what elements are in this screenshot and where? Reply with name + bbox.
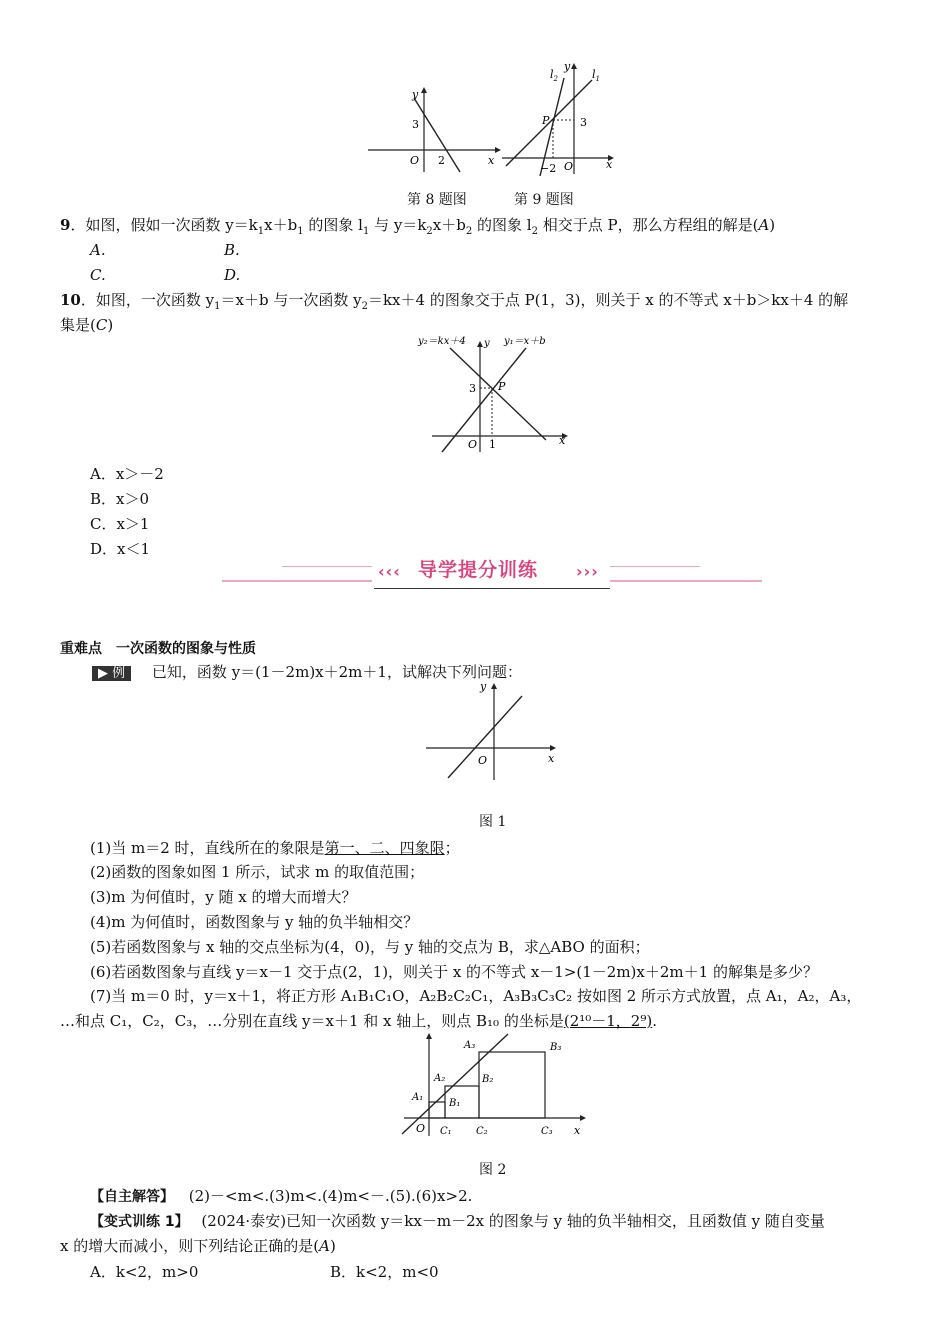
q9-text: 的图象 l bbox=[303, 216, 363, 234]
q9-option-d: D. bbox=[224, 266, 241, 284]
item-7-line1: (7)当 m＝0 时，y＝x＋1，将正方形 A₁B₁C₁O，A₂B₂C₂C₁，A₃B₃C₃C₂ 按如图 2 所示方式放置，点 A₁，A₂，A₃， bbox=[90, 987, 862, 1005]
fig2-c3: C₃ bbox=[541, 1126, 553, 1137]
item-text: ； bbox=[444, 839, 460, 857]
fig8-y-arrow bbox=[421, 87, 427, 93]
fig9-y-label: y bbox=[564, 60, 571, 73]
fig8-x-label: x bbox=[488, 154, 495, 167]
question-item bbox=[90, 912, 418, 932]
q9-text: ) bbox=[769, 216, 776, 234]
fig10-origin: O bbox=[468, 438, 478, 451]
banner-line-left bbox=[222, 580, 372, 582]
question-item bbox=[90, 887, 356, 907]
fig8-caption: 第 8 题图 bbox=[407, 192, 467, 208]
banner-line-right bbox=[610, 580, 762, 582]
figure-2 bbox=[396, 1030, 592, 1142]
banner-right-chevrons: ››› bbox=[576, 562, 599, 581]
fig1-x-label: x bbox=[548, 752, 555, 765]
q9-number: 9 bbox=[60, 216, 71, 234]
example-tag: ▶ 例 bbox=[92, 666, 131, 681]
variant-text: ) bbox=[329, 1237, 336, 1255]
q9-option-c: C. bbox=[90, 266, 106, 284]
q10-answer: C bbox=[95, 316, 108, 334]
fig1-y-arrow bbox=[491, 683, 497, 689]
fig2-b2: B₂ bbox=[482, 1074, 494, 1085]
fig2-x-label: x bbox=[574, 1124, 581, 1137]
q9-sub: 1 bbox=[297, 226, 304, 237]
variant-answer: A bbox=[319, 1237, 330, 1255]
banner-underline bbox=[374, 588, 610, 589]
q9-sub: 2 bbox=[426, 226, 433, 237]
example-text: 已知，函数 y＝(1－2m)x＋2m＋1，试解决下列问题： bbox=[151, 663, 522, 681]
q9-text: x＋b bbox=[432, 216, 466, 234]
fig2-a2: A₂ bbox=[434, 1073, 446, 1084]
fig2-b1: B₁ bbox=[449, 1098, 461, 1109]
q9-text: 的图象 l bbox=[472, 216, 532, 234]
q9-text: ．如图，假如一次函数 y＝k bbox=[70, 216, 258, 234]
fig9-l1-label: $l_1$ bbox=[592, 68, 600, 83]
fig2-square-1 bbox=[429, 1102, 445, 1118]
fig9-tick-3: 3 bbox=[580, 116, 587, 129]
fig9-y-arrow bbox=[571, 63, 577, 69]
question-item bbox=[90, 962, 818, 982]
fig10-line-y2 bbox=[450, 348, 546, 440]
item-text: (5)若函数图象与 x 轴的交点坐标为(4，0)，与 y 轴的交点为 B，求△ABO 的面积； bbox=[90, 938, 650, 956]
question-item bbox=[90, 838, 460, 858]
q9-sub: 1 bbox=[257, 226, 265, 237]
figure-1 bbox=[420, 676, 564, 784]
q10-sub: 2 bbox=[361, 301, 368, 312]
q10-number: 10 bbox=[60, 291, 81, 309]
fig10-label-y2: y₂＝kx＋4 bbox=[418, 336, 466, 347]
question-item bbox=[90, 862, 424, 882]
q10-option-b: B．x＞0 bbox=[90, 490, 150, 508]
item-text: (2)函数的图象如图 1 所示，试求 m 的取值范围； bbox=[90, 863, 425, 881]
fig10-tick-1: 1 bbox=[489, 438, 496, 451]
question-9 bbox=[60, 215, 775, 235]
fig9-origin: O bbox=[564, 160, 574, 173]
fig2-b3: B₃ bbox=[550, 1042, 562, 1053]
fig10-y-arrow bbox=[477, 341, 483, 347]
variant-option-a: A．k<2，m>0 bbox=[90, 1263, 199, 1281]
q9-text: 相交于点 P，那么方程组的解是( bbox=[537, 216, 759, 234]
fig2-square-3 bbox=[479, 1052, 545, 1118]
fig1-x-arrow bbox=[550, 745, 556, 751]
fig10-tick-3: 3 bbox=[469, 382, 476, 395]
item-text: (1)当 m＝2 时，直线所在的象限是 bbox=[90, 839, 325, 857]
q10-text: ＝kx＋4 的图象交于点 P(1，3)，则关于 x 的不等式 x＋b＞kx＋4 的解 bbox=[367, 291, 849, 309]
fig10-point-p: P bbox=[498, 380, 506, 393]
variant-label: 【变式训练 1】 bbox=[90, 1214, 189, 1230]
item7-text: . bbox=[652, 1012, 657, 1030]
q10-text: ．如图，一次函数 y bbox=[80, 291, 215, 309]
q9-sub: 2 bbox=[465, 226, 473, 237]
q9-answer: A bbox=[758, 216, 770, 234]
fig2-y-arrow bbox=[426, 1033, 432, 1039]
fig2-caption: 图 2 bbox=[479, 1162, 507, 1178]
fig2-a3: A₃ bbox=[464, 1040, 476, 1051]
figure-10 bbox=[414, 332, 574, 454]
q9-text: 与 y＝k bbox=[369, 216, 427, 234]
item-7-line2 bbox=[60, 1011, 657, 1031]
q10-text: 集是( bbox=[60, 316, 96, 334]
fig8-line bbox=[414, 98, 460, 172]
banner-left-chevrons: ‹‹‹ bbox=[378, 562, 401, 581]
fig1-y-label: y bbox=[480, 680, 487, 693]
fig2-x-arrow bbox=[580, 1115, 586, 1121]
banner-title: 导学提分训练 bbox=[418, 559, 539, 581]
fig8-origin: O bbox=[410, 154, 420, 167]
fig9-caption: 第 9 题图 bbox=[514, 192, 574, 208]
item-text: (6)若函数图象与直线 y＝x－1 交于点(2，1)，则关于 x 的不等式 x－1>(1－2m)x＋2m＋1 的解集是多少？ bbox=[90, 963, 818, 981]
fig2-c2: C₂ bbox=[476, 1126, 488, 1137]
q9-sub: 1 bbox=[362, 226, 370, 237]
figure-9 bbox=[498, 58, 620, 178]
fig1-origin: O bbox=[478, 754, 488, 767]
fig9-x-label: x bbox=[606, 158, 613, 171]
variant-line1 bbox=[90, 1211, 825, 1232]
variant-option-b: B．k<2，m<0 bbox=[330, 1263, 439, 1281]
item7-text: …和点 C₁，C₂，C₃，…分别在直线 y＝x＋1 和 x 轴上，则点 B₁₀ 的坐标是 bbox=[60, 1012, 564, 1030]
q10-option-a: A．x＞－2 bbox=[90, 465, 164, 483]
self-answer-label: 【自主解答】 bbox=[90, 1189, 174, 1205]
fig10-x-label: x bbox=[559, 434, 566, 447]
variant-text: x 的增大而减小，则下列结论正确的是( bbox=[60, 1237, 320, 1255]
question-item bbox=[90, 937, 650, 957]
self-answer-text: (2)－<m<.(3)m<.(4)m<－.(5).(6)x>2. bbox=[188, 1187, 473, 1205]
variant-text: (2024·泰安)已知一次函数 y＝kx－m－2x 的图象与 y 轴的负半轴相交，且函数值 y 随自变量 bbox=[201, 1212, 825, 1230]
fig8-y-label: y bbox=[412, 88, 419, 101]
item-text: (4)m 为何值时，函数图象与 y 轴的负半轴相交？ bbox=[90, 913, 419, 931]
q9-option-a: A. bbox=[90, 241, 106, 259]
self-answer bbox=[90, 1186, 472, 1207]
fig10-y-label: y bbox=[484, 338, 490, 349]
fig9-l2-label: $l_2$ bbox=[550, 68, 558, 83]
fig2-a1: A₁ bbox=[412, 1092, 424, 1103]
q10-sub: 1 bbox=[214, 301, 221, 312]
fig8-tick-2: 2 bbox=[438, 154, 445, 167]
fig2-origin: O bbox=[416, 1122, 426, 1135]
q9-option-b: B. bbox=[224, 241, 240, 259]
q10-text: ＝x＋b 与一次函数 y bbox=[220, 291, 362, 309]
variant-line2 bbox=[60, 1236, 336, 1256]
item7-answer: (2¹⁰－1，2⁹) bbox=[563, 1012, 653, 1030]
question-10 bbox=[60, 290, 848, 310]
fig9-tick-neg2: −2 bbox=[540, 162, 557, 175]
q10-text: ) bbox=[107, 316, 114, 334]
section-title: 重难点 一次函数的图象与性质 bbox=[60, 641, 256, 657]
item-answer: 第一、二、四象限 bbox=[324, 839, 445, 857]
question-10-line2 bbox=[60, 315, 113, 335]
banner-line-left-2 bbox=[282, 566, 372, 567]
section-banner bbox=[222, 560, 762, 592]
q9-sub: 2 bbox=[531, 226, 538, 237]
q10-option-d: D．x＜1 bbox=[90, 540, 151, 558]
item-text: (3)m 为何值时，y 随 x 的增大而增大？ bbox=[90, 888, 357, 906]
fig9-point-p: P bbox=[542, 114, 550, 127]
banner-line-right-2 bbox=[610, 566, 700, 567]
fig8-tick-3: 3 bbox=[412, 118, 419, 131]
fig2-c1: C₁ bbox=[440, 1126, 452, 1137]
q9-text: x＋b bbox=[264, 216, 298, 234]
q10-option-c: C．x＞1 bbox=[90, 515, 150, 533]
fig1-caption: 图 1 bbox=[479, 814, 507, 830]
figure-8 bbox=[362, 84, 504, 174]
fig10-label-y1: y₁＝x＋b bbox=[504, 336, 546, 347]
